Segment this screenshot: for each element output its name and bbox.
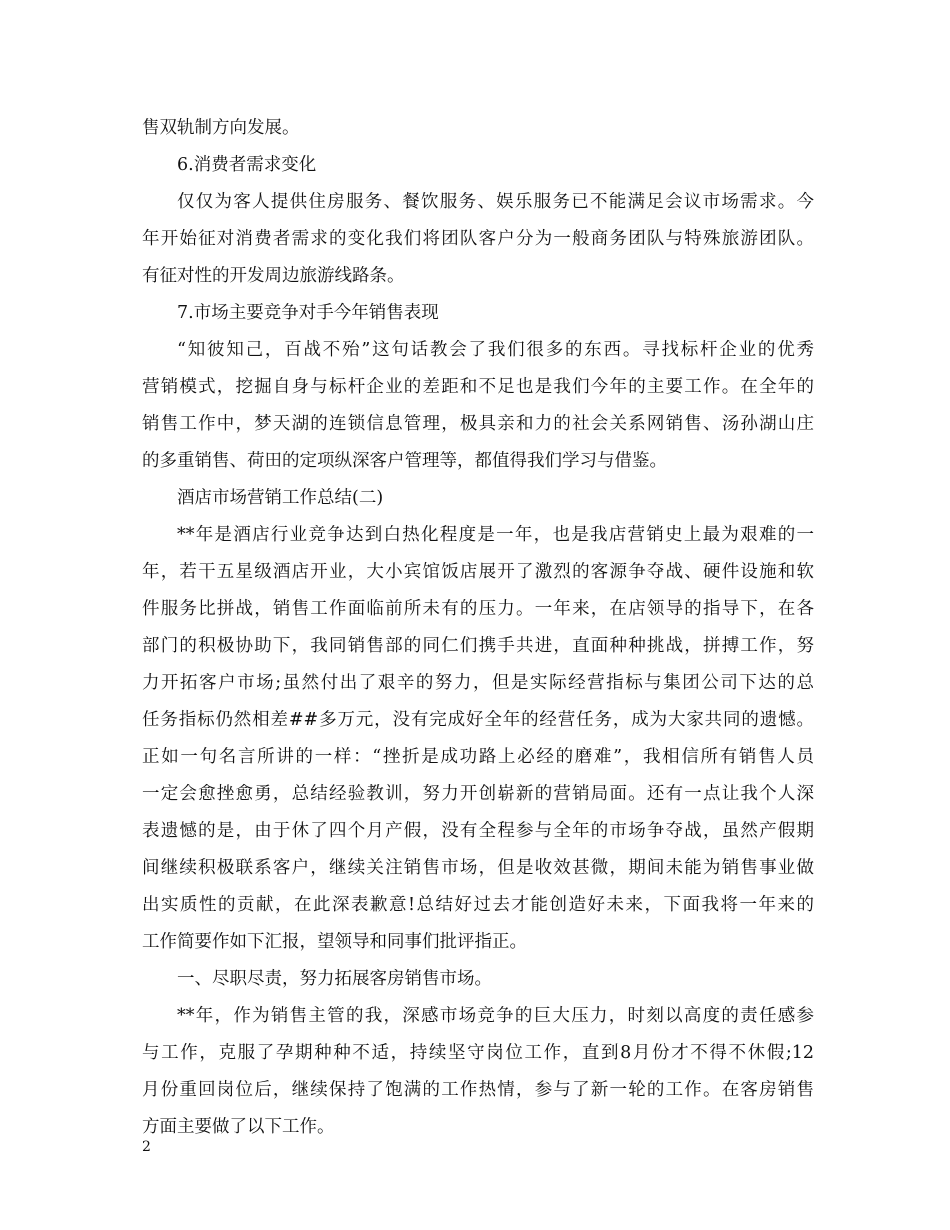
page-number: 2 <box>142 1139 151 1155</box>
paragraph-line: 仅仅为客人提供住房服务、餐饮服务、娱乐服务已不能满足会议市场需求。今 <box>177 192 814 212</box>
paragraph-line: 部门的积极协助下，我同销售部的同仁们携手共进，直面种种挑战，拼搏工作，努 <box>142 636 814 656</box>
paragraph-line: 方面主要做了以下工作。 <box>142 1117 335 1137</box>
paragraph-line: 的多重销售、荷田的定项纵深客户管理等，都值得我们学习与借鉴。 <box>142 451 667 471</box>
paragraph-line: 表遗憾的是，由于休了四个月产假，没有全程参与全年的市场争夺战，虽然产假期 <box>142 821 814 841</box>
paragraph-line: 工作简要作如下汇报，望领导和同事们批评指正。 <box>142 932 527 952</box>
paragraph-line: 件服务比拼战，销售工作面临前所未有的压力。一年来，在店领导的指导下，在各 <box>142 599 814 619</box>
paragraph-line: 一定会愈挫愈勇，总结经验教训，努力开创崭新的营销局面。还有一点让我个人深 <box>142 784 814 804</box>
paragraph-line: **年是酒店行业竞争达到白热化程度是一年，也是我店营销史上最为艰难的一 <box>177 525 814 545</box>
paragraph-line: 售双轨制方向发展。 <box>142 118 300 138</box>
paragraph-line: 年开始征对消费者需求的变化我们将团队客户分为一般商务团队与特殊旅游团队。 <box>142 229 814 249</box>
paragraph-line: 力开拓客户市场;虽然付出了艰辛的努力，但是实际经营指标与集团公司下达的总 <box>142 673 814 693</box>
paragraph-line: 间继续积极联系客户，继续关注销售市场，但是收效甚微，期间未能为销售事业做 <box>142 858 814 878</box>
paragraph-line: 销售工作中，梦天湖的连锁信息管理，极具亲和力的社会关系网销售、汤孙湖山庄 <box>142 414 814 434</box>
section-title: 酒店市场营销工作总结(二) <box>177 488 384 508</box>
paragraph-line: “知彼知己，百战不殆”这句话教会了我们很多的东西。寻找标杆企业的优秀 <box>177 340 814 360</box>
paragraph-line: 有征对性的开发周边旅游线路条。 <box>142 266 405 286</box>
paragraph-line: 月份重回岗位后，继续保持了饱满的工作热情，参与了新一轮的工作。在客房销售 <box>142 1080 814 1100</box>
paragraph-line: 正如一句名言所讲的一样：“挫折是成功路上必经的磨难”，我相信所有销售人员 <box>142 747 814 767</box>
paragraph-line: **年，作为销售主管的我，深感市场竞争的巨大压力，时刻以高度的责任感参 <box>177 1006 814 1026</box>
section-heading: 7.市场主要竞争对手今年销售表现 <box>177 303 439 323</box>
paragraph-line: 营销模式，挖掘自身与标杆企业的差距和不足也是我们今年的主要工作。在全年的 <box>142 377 814 397</box>
section-heading: 6.消费者需求变化 <box>177 155 317 175</box>
paragraph-line: 任务指标仍然相差##多万元，没有完成好全年的经营任务，成为大家共同的遗憾。 <box>142 710 814 730</box>
paragraph-line: 出实质性的贡献，在此深表歉意!总结好过去才能创造好未来，下面我将一年来的 <box>142 895 814 915</box>
paragraph-line: 年，若干五星级酒店开业，大小宾馆饭店展开了激烈的客源争夺战、硬件设施和软 <box>142 562 814 582</box>
section-heading: 一、尽职尽责，努力拓展客房销售市场。 <box>177 969 492 989</box>
paragraph-line: 与工作，克服了孕期种种不适，持续坚守岗位工作，直到8月份才不得不休假;12 <box>142 1043 814 1063</box>
